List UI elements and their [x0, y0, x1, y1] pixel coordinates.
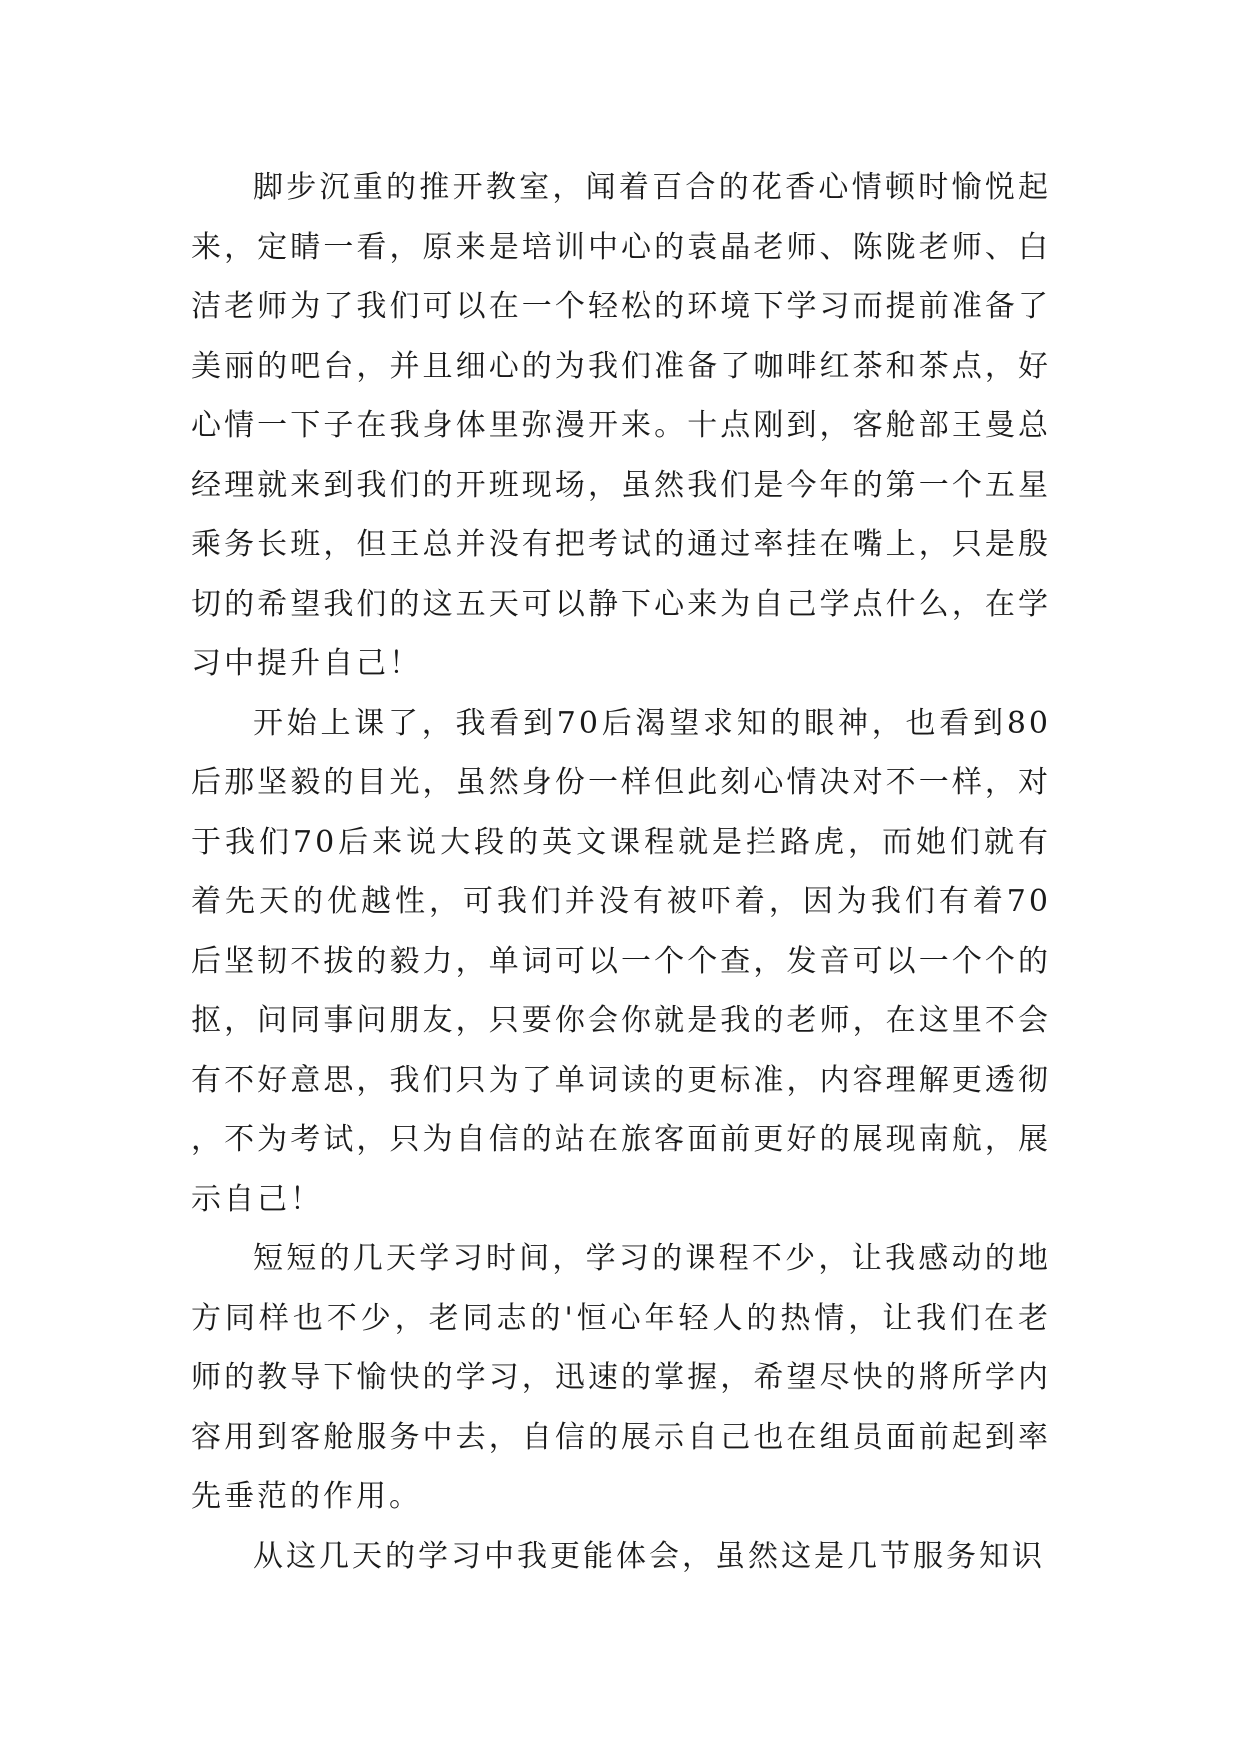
paragraph-2: 开始上课了，我看到70后渴望求知的眼神，也看到80后那坚毅的目光，虽然身份一样但此刻心情决对不一样，对于我们70后来说大段的英文课程就是拦路虎，而她们就有着先天的优越性，可我们并没有被吓着，因为我们有着70后坚韧不拔的毅力，单词可以一个个查，发音可以一个个的抠，问同事问朋友，只要你会你就是我的老师，在这里不会有不好意思，我们只为了单词读的更标准，内容理解更透彻，不为考试，只为自信的站在旅客面前更好的展现南航，展示自己！ [191, 705, 1051, 1217]
document-body [191, 158, 1051, 1586]
paragraph-1: 脚步沉重的推开教室，闻着百合的花香心情顿时愉悦起来，定睛一看，原来是培训中心的袁晶老师、陈陇老师、白洁老师为了我们可以在一个轻松的环境下学习而提前准备了美丽的吧台，并且细心的为我们准备了咖啡红茶和茶点，好心情一下子在我身体里弥漫开来。十点刚到，客舱部王曼总经理就来到我们的开班现场，虽然我们是今年的第一个五星乘务长班，但王总并没有把考试的通过率挂在嘴上，只是殷切的希望我们的这五天可以静下心来为自己学点什么，在学习中提升自己！ [191, 170, 1051, 681]
paragraph-3: 短短的几天学习时间，学习的课程不少，让我感动的地方同样也不少，老同志的'恒心年轻人的热情，让我们在老师的教导下愉快的学习，迅速的掌握，希望尽快的將所学内容用到客舱服务中去，自信的展示自己也在组员面前起到率先垂范的作用。 [191, 1241, 1051, 1514]
paragraph-4: 从这几天的学习中我更能体会，虽然这是几节服务知识 [253, 1538, 1045, 1574]
